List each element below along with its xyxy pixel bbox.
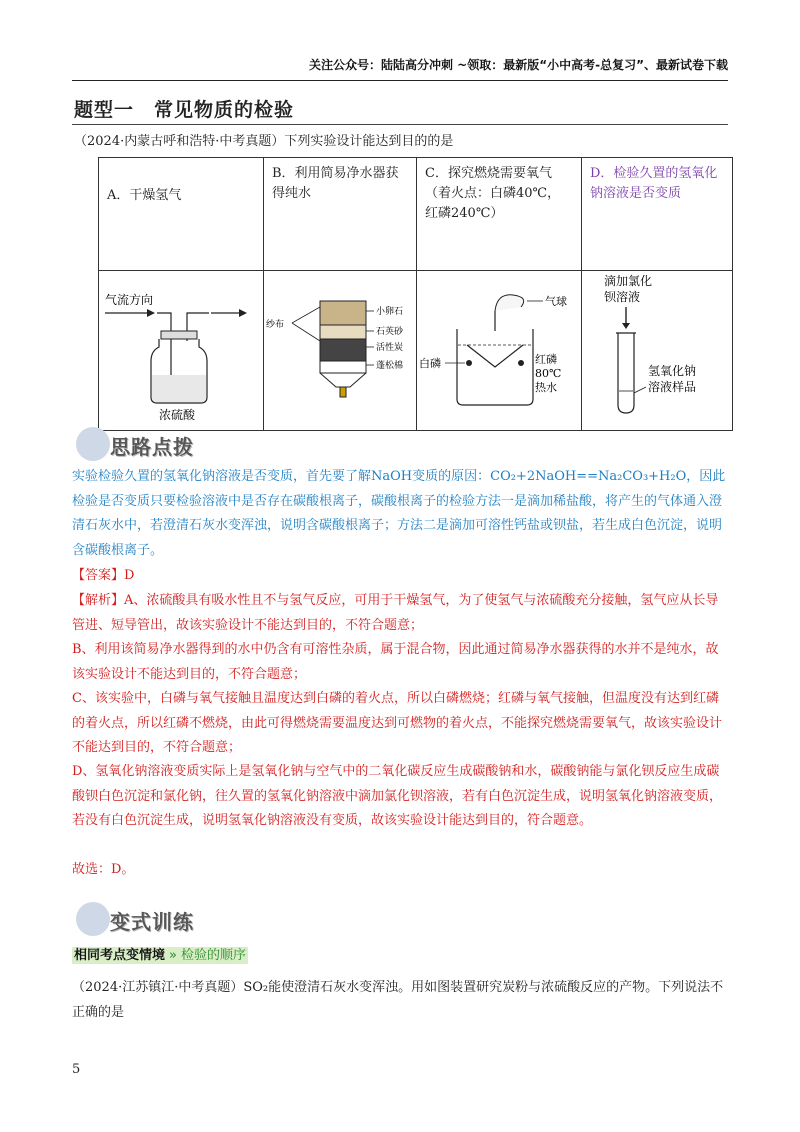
- figure-d-cell: [582, 271, 733, 431]
- option-a: A．干燥氢气: [99, 158, 264, 271]
- sample-line: [634, 387, 646, 393]
- title-rule: [72, 124, 728, 125]
- flask-icon: [76, 902, 110, 936]
- variant-bar: [72, 944, 262, 966]
- acid-liquid: [152, 375, 206, 402]
- answer-label: 【答案】: [72, 568, 125, 583]
- drop-arrow-head: [622, 323, 630, 329]
- layer-pebbles: [320, 301, 366, 325]
- outlet: [340, 387, 346, 397]
- figure-c-combustion: [417, 271, 581, 423]
- options-table: [98, 157, 733, 431]
- white-p-label: 白磷: [419, 357, 441, 370]
- explanation-c: C、该实验中，白磷与氧气接触且温度达到白磷的着火点，所以白磷燃烧；红磷与氧气接触，但温度没有达到红磷的着火点，所以红磷不燃烧，由此可得燃烧需要温度达到可燃物的着火点，不能探究燃烧需要氧气，故该实验设计不能达到目的，不符合题意；: [72, 691, 723, 755]
- gauze-label: 纱布: [266, 320, 285, 330]
- sample-label-1: 氢氧化钠: [648, 364, 697, 378]
- red-p-dot: [518, 360, 524, 366]
- question2-stem: （2024·江苏镇江·中考真题）SO₂能使澄清石灰水变浑浊。用如图装置研究炭粉与浓硫酸反应的产物。下列说法不正确的是: [72, 980, 724, 1020]
- explanation-a: 【解析】A、浓硫酸具有吸水性且不与氢气反应，可用于干燥氢气，为了使氢气与浓硫酸充分接触，氢气应从长导管进、短导管出，故该实验设计不能达到目的，不符合题意；: [72, 593, 719, 633]
- figure-d-test-tube: [582, 271, 732, 423]
- gauze-line2: [292, 323, 320, 341]
- stopper: [161, 331, 197, 339]
- red-p-label: 红磷: [535, 353, 557, 366]
- layer-carbon: [320, 339, 366, 361]
- answer-value: D: [124, 568, 135, 583]
- arrow-head-in: [147, 309, 155, 317]
- page-header: 关注公众号：陆陆高分冲刺 ~领取：最新版“小中高考-总复习”、最新试卷下载: [309, 58, 728, 72]
- explanation-conclusion: 故选：D。: [72, 862, 135, 877]
- option-c: C．探究燃烧需要氧气（着火点：白磷40℃，红磷240℃）: [417, 158, 582, 271]
- layer-sand: [320, 325, 366, 339]
- gauze-line1: [292, 307, 320, 323]
- sample-label-2: 溶液样品: [648, 380, 697, 394]
- drop-label-2: 钡溶液: [604, 290, 641, 304]
- acid-label: 浓硫酸: [159, 408, 196, 422]
- section-title: 题型一 常见物质的检验: [74, 99, 295, 121]
- answer-line: [72, 564, 730, 589]
- variant-key1: 相同考点变情境: [74, 948, 166, 963]
- variant-arrow-icon: »: [169, 948, 177, 963]
- temp-label: 80℃: [535, 367, 562, 380]
- layer-cotton: [320, 361, 366, 373]
- l4-label: 蓬松棉: [376, 361, 404, 371]
- figure-b-water-purifier: [264, 271, 416, 423]
- question1-stem: （2024·内蒙古呼和浩特·中考真题）下列实验设计能达到目的的是: [74, 134, 454, 149]
- arrow-head-out: [239, 309, 247, 317]
- y-tube: [467, 345, 523, 367]
- balloon: [495, 295, 524, 311]
- funnel-bottom: [320, 373, 366, 387]
- l2-label: 石英砂: [376, 327, 404, 337]
- l1-label: 小卵石: [376, 307, 404, 317]
- white-p-dot: [466, 360, 472, 366]
- l3-label: 活性炭: [376, 343, 404, 353]
- figure-b-cell: [264, 271, 417, 431]
- option-b: B．利用简易净水器获得纯水: [264, 158, 417, 271]
- flow-label: 气流方向: [105, 293, 154, 307]
- badge-thinking: 思路点拨: [72, 425, 212, 465]
- header-rule: [72, 80, 728, 81]
- test-tube: [618, 333, 634, 413]
- explanation-label: 【解析】: [72, 593, 125, 608]
- flask-icon: [76, 427, 110, 461]
- figure-a-gas-bottle: [99, 271, 263, 423]
- figure-a-cell: [99, 271, 264, 431]
- badge-variant: 变式训练: [72, 900, 212, 940]
- option-d: D．检验久置的氢氧化钠溶液是否变质: [582, 158, 733, 271]
- explanation-b: B、利用该简易净水器得到的水中仍含有可溶性杂质，属于混合物，因此通过简易净水器获得的水并不是纯水，故该实验设计不能达到目的，不符合题意；: [72, 642, 719, 682]
- water-label: 热水: [535, 381, 557, 394]
- figure-c-cell: [417, 271, 582, 431]
- drop-label-1: 滴加氯化: [604, 274, 653, 288]
- variant-key2: 检验的顺序: [180, 948, 246, 963]
- explanation-d: D、氢氧化钠溶液变质实际上是氢氧化钠与空气中的二氧化碳反应生成碳酸钠和水，碳酸钠能与氯化钡反应生成碳酸钡白色沉淀和氯化钠，往久置的氢氧化钠溶液中滴加氯化钡溶液，若有白色沉淀生成，说明氢氧化钠溶液变质，若没有白色沉淀生成，说明氢氧化钠溶液没有变质，故该实验设计能达到目的，符合题意。: [72, 764, 723, 828]
- page-number: 5: [72, 1062, 81, 1077]
- balloon-label: 气球: [545, 295, 567, 308]
- analysis-paragraph: 实验检验久置的氢氧化钠溶液是否变质，首先要了解NaOH变质的原因：CO₂+2NaOH==Na₂CO₃+H₂O，因此检验是否变质只要检验溶液中是否存在碳酸根离子，碳酸根离子的检验方法一是滴加稀盐酸，将产生的气体通入澄清石灰水中，若澄清石灰水变浑浊，说明含碳酸根离子；方法二是滴加可溶性钙盐或钡盐，若生成白色沉淀，说明含碳酸根离子。: [72, 469, 726, 558]
